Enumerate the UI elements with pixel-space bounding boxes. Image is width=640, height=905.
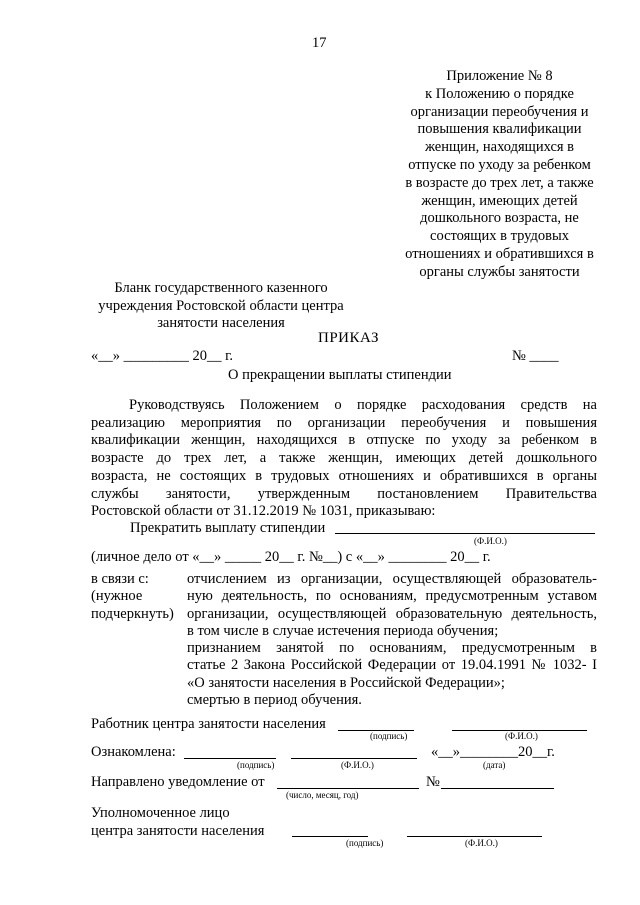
authorized-fio-caption: (Ф.И.О.) (465, 838, 498, 848)
reason-line: статье 2 Закона Российской Федерации от 19.04.1991 № 1032- I (187, 657, 597, 674)
body-line: службы занятости, утвержденным постановлением Правительства (91, 485, 597, 502)
appendix-line: к Положению о порядке (425, 85, 574, 102)
organization-line: Бланк государственного казенного (114, 280, 328, 296)
reason-label-line: в связи с: (91, 571, 149, 587)
authorized-signature-line (292, 836, 368, 837)
fio-blank-line (335, 533, 595, 534)
organization-block (86, 280, 356, 333)
authorized-line2: центра занятости населения (91, 823, 265, 839)
body-line: возраста, не состоящих в трудовых отношениях и обратившихся в органы (91, 467, 597, 484)
employee-fio-caption: (Ф.И.О.) (505, 731, 538, 741)
reason-line: отчислением из организации, осуществляющей образователь- (187, 571, 597, 587)
appendix-line: дошкольного возраста, не (420, 210, 579, 227)
appendix-line: женщин, имеющих детей (421, 192, 578, 209)
notification-number-sign: № (426, 774, 440, 790)
acquainted-fio-caption: (Ф.И.О.) (341, 760, 374, 770)
reason-line: смертью в период обучения. (187, 692, 362, 709)
notification-date-line (277, 788, 419, 789)
body-line: реализацию мероприятия по организации переобучения и повышения (91, 414, 597, 431)
appendix-line: организации переобучения и (410, 103, 589, 120)
order-subject: О прекращении выплаты стипендии (228, 367, 452, 383)
acquainted-date-caption: (дата) (483, 760, 506, 770)
appendix-line: отношениях и обратившихся в (405, 245, 594, 262)
acquainted-fio-line (291, 758, 417, 759)
reason-line: в том числе в случае истечения периода обучения; (187, 622, 499, 639)
notification-number-line (441, 788, 554, 789)
reasons-list (187, 571, 597, 709)
appendix-line: повышения квалификации (417, 121, 582, 138)
stop-payment-label: Прекратить выплату стипендии (130, 520, 326, 536)
order-number: № ____ (512, 348, 559, 364)
appendix-line: женщин, находящихся в (424, 139, 575, 156)
body-line: возрасте до трех лет, а также женщин, имеющих детей дошкольного (91, 450, 597, 467)
reason-line: «О занятости населения в Российской Федерации»; (187, 674, 505, 691)
organization-line: занятости населения (157, 315, 285, 332)
acquainted-label: Ознакомлена: (91, 744, 176, 760)
order-title: ПРИКАЗ (318, 330, 379, 346)
reason-label (91, 571, 174, 623)
employee-label: Работник центра занятости населения (91, 716, 326, 732)
authorized-fio-line (407, 836, 542, 837)
notification-date-caption: (число, месяц, год) (286, 790, 359, 800)
order-body (91, 397, 597, 521)
page-number: 17 (312, 35, 327, 51)
appendix-line: состоящих в трудовых (430, 228, 569, 245)
appendix-block (392, 68, 607, 282)
body-line: квалификации женщин, находящихся в отпуске по уходу за ребенком в (91, 432, 597, 449)
appendix-line: отпуске по уходу за ребенком (408, 156, 591, 173)
reason-line: организации, осуществляющей образовательную деятельность, (187, 605, 597, 622)
reason-label-line: (нужное (91, 588, 143, 605)
notification-label: Направлено уведомление от (91, 774, 265, 790)
personal-file-line: (личное дело от «__» _____ 20__ г. №__) с «__» ________ 20__ г. (91, 549, 491, 565)
authorized-line1: Уполномоченное лицо (91, 805, 230, 821)
order-date: «__» _________ 20__ г. (91, 348, 234, 364)
acquainted-signature-line (184, 758, 276, 759)
acquainted-signature-caption: (подпись) (237, 760, 275, 770)
employee-signature-caption: (подпись) (370, 731, 408, 741)
acquainted-date: «__»________20__г. (431, 744, 555, 760)
authorized-signature-caption: (подпись) (346, 838, 384, 848)
organization-line: учреждения Ростовской области центра (98, 297, 344, 314)
body-line: Руководствуясь Положением о порядке расходования средств на (129, 397, 597, 413)
appendix-line: в возрасте до трех лет, а также (405, 174, 594, 191)
appendix-line: Приложение № 8 (446, 68, 553, 84)
appendix-line: органы службы занятости (419, 263, 580, 280)
fio-caption: (Ф.И.О.) (474, 536, 507, 546)
body-line: Ростовской области от 31.12.2019 № 1031, приказываю: (91, 503, 436, 520)
reason-line: признанием занятой по основаниям, предусмотренным в (187, 640, 597, 657)
reason-label-line: подчеркнуть) (91, 605, 174, 622)
reason-line: ную деятельность, по основаниям, предусмотренным уставом (187, 588, 597, 605)
